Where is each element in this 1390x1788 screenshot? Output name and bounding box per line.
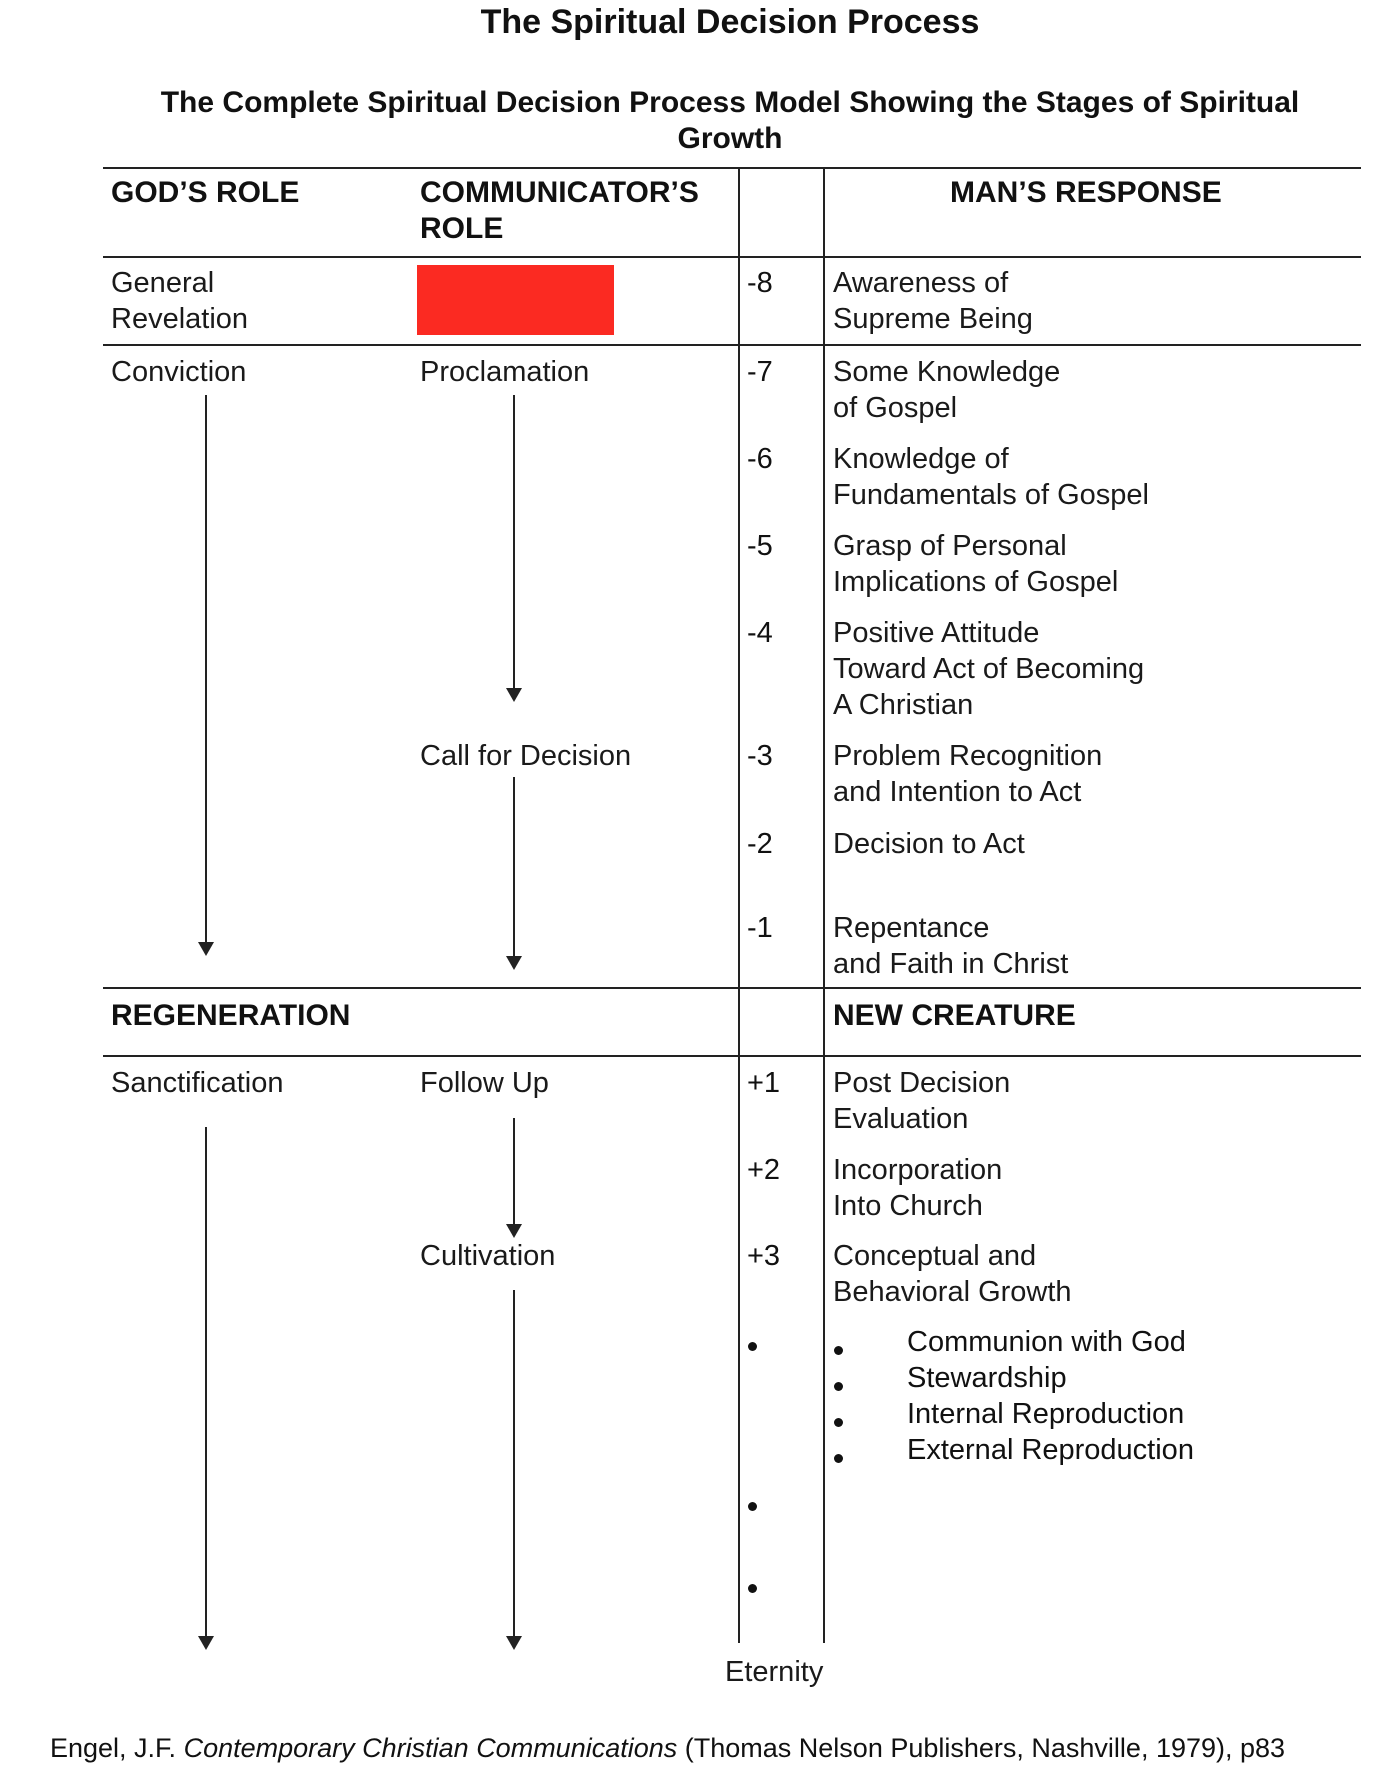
cultivation-label: Cultivation [420,1240,556,1272]
call-for-decision-label: Call for Decision [420,740,632,772]
proclamation-arrow [513,395,515,690]
citation-author: Engel, J.F. [50,1733,184,1763]
header-gods-role: GOD’S ROLE [111,176,300,209]
stage-number: -7 [747,356,773,388]
eternity-label: Eternity [725,1656,824,1688]
stage-response: Repentance and Faith in Christ [833,912,1069,980]
growth-item: Communion with God [907,1326,1186,1358]
follow-up-label: Follow Up [420,1067,549,1099]
conviction-arrow [205,395,207,944]
growth-item: Internal Reproduction [907,1398,1185,1430]
diagram-subtitle: The Complete Spiritual Decision Process Model Showing the Stages of Spiritual Growth [160,86,1300,155]
page-title: The Spiritual Decision Process [480,3,980,41]
call-for-decision-arrow [513,777,515,958]
stage-response: Positive Attitude Toward Act of Becoming A Christian [833,617,1145,721]
conviction-label: Conviction [111,356,247,388]
growth-item: External Reproduction [907,1434,1194,1466]
citation-work: Contemporary Christian Communications [183,1733,678,1763]
stage-column-right-border [823,167,825,1643]
stage-response: Grasp of Personal Implications of Gospel [833,530,1119,598]
stage-number: -2 [747,828,773,860]
stage-response: Some Knowledge of Gospel [833,356,1061,424]
regeneration-label: REGENERATION [111,999,351,1032]
follow-up-arrow [513,1118,515,1226]
sanctification-arrow [205,1127,207,1638]
new-creature-label: NEW CREATURE [833,999,1076,1032]
continuation-dot [748,1584,757,1593]
continuation-dot [748,1502,757,1511]
citation-details: (Thomas Nelson Publishers, Nashville, 1979), p83 [677,1733,1286,1763]
stage-number: +3 [747,1240,781,1272]
row-rule-new-creature [103,1055,1361,1057]
stage-response: Knowledge of Fundamentals of Gospel [833,443,1149,511]
stage-response: Decision to Act [833,828,1025,860]
table-top-rule [103,167,1361,169]
citation [50,1730,1285,1766]
row-rule-conversion [103,987,1361,989]
stage-number: -4 [747,617,773,649]
stage-response: Post Decision Evaluation [833,1067,1011,1135]
stage-number: -5 [747,530,773,562]
stage-response: Problem Recognition and Intention to Act [833,740,1103,808]
header-mans-response: MAN’S RESPONSE [950,176,1222,209]
stage-response: Awareness of Supreme Being [833,267,1033,335]
cultivation-arrow [513,1290,515,1638]
stage-number: +2 [747,1154,781,1186]
stage-number: +1 [747,1067,781,1099]
stage-number: -3 [747,740,773,772]
header-bottom-rule [103,256,1361,258]
continuation-dot [748,1342,757,1351]
header-communicators-role: COMMUNICATOR’S ROLE [420,176,699,245]
stage-column-left-border [738,167,740,1643]
sanctification-label: Sanctification [111,1067,284,1099]
row-rule-general-revelation [103,344,1361,346]
redacted-box [417,265,614,335]
stage-number: -6 [747,443,773,475]
stage-response: Incorporation Into Church [833,1154,1003,1222]
bullet-icon [834,1418,843,1427]
general-revelation-label: General Revelation [111,267,249,335]
stage-number: -8 [747,267,773,299]
stage-response: Conceptual and Behavioral Growth [833,1240,1072,1308]
bullet-icon [834,1346,843,1355]
proclamation-label: Proclamation [420,356,590,388]
bullet-icon [834,1382,843,1391]
stage-number: -1 [747,912,773,944]
growth-item: Stewardship [907,1362,1067,1394]
bullet-icon [834,1454,843,1463]
